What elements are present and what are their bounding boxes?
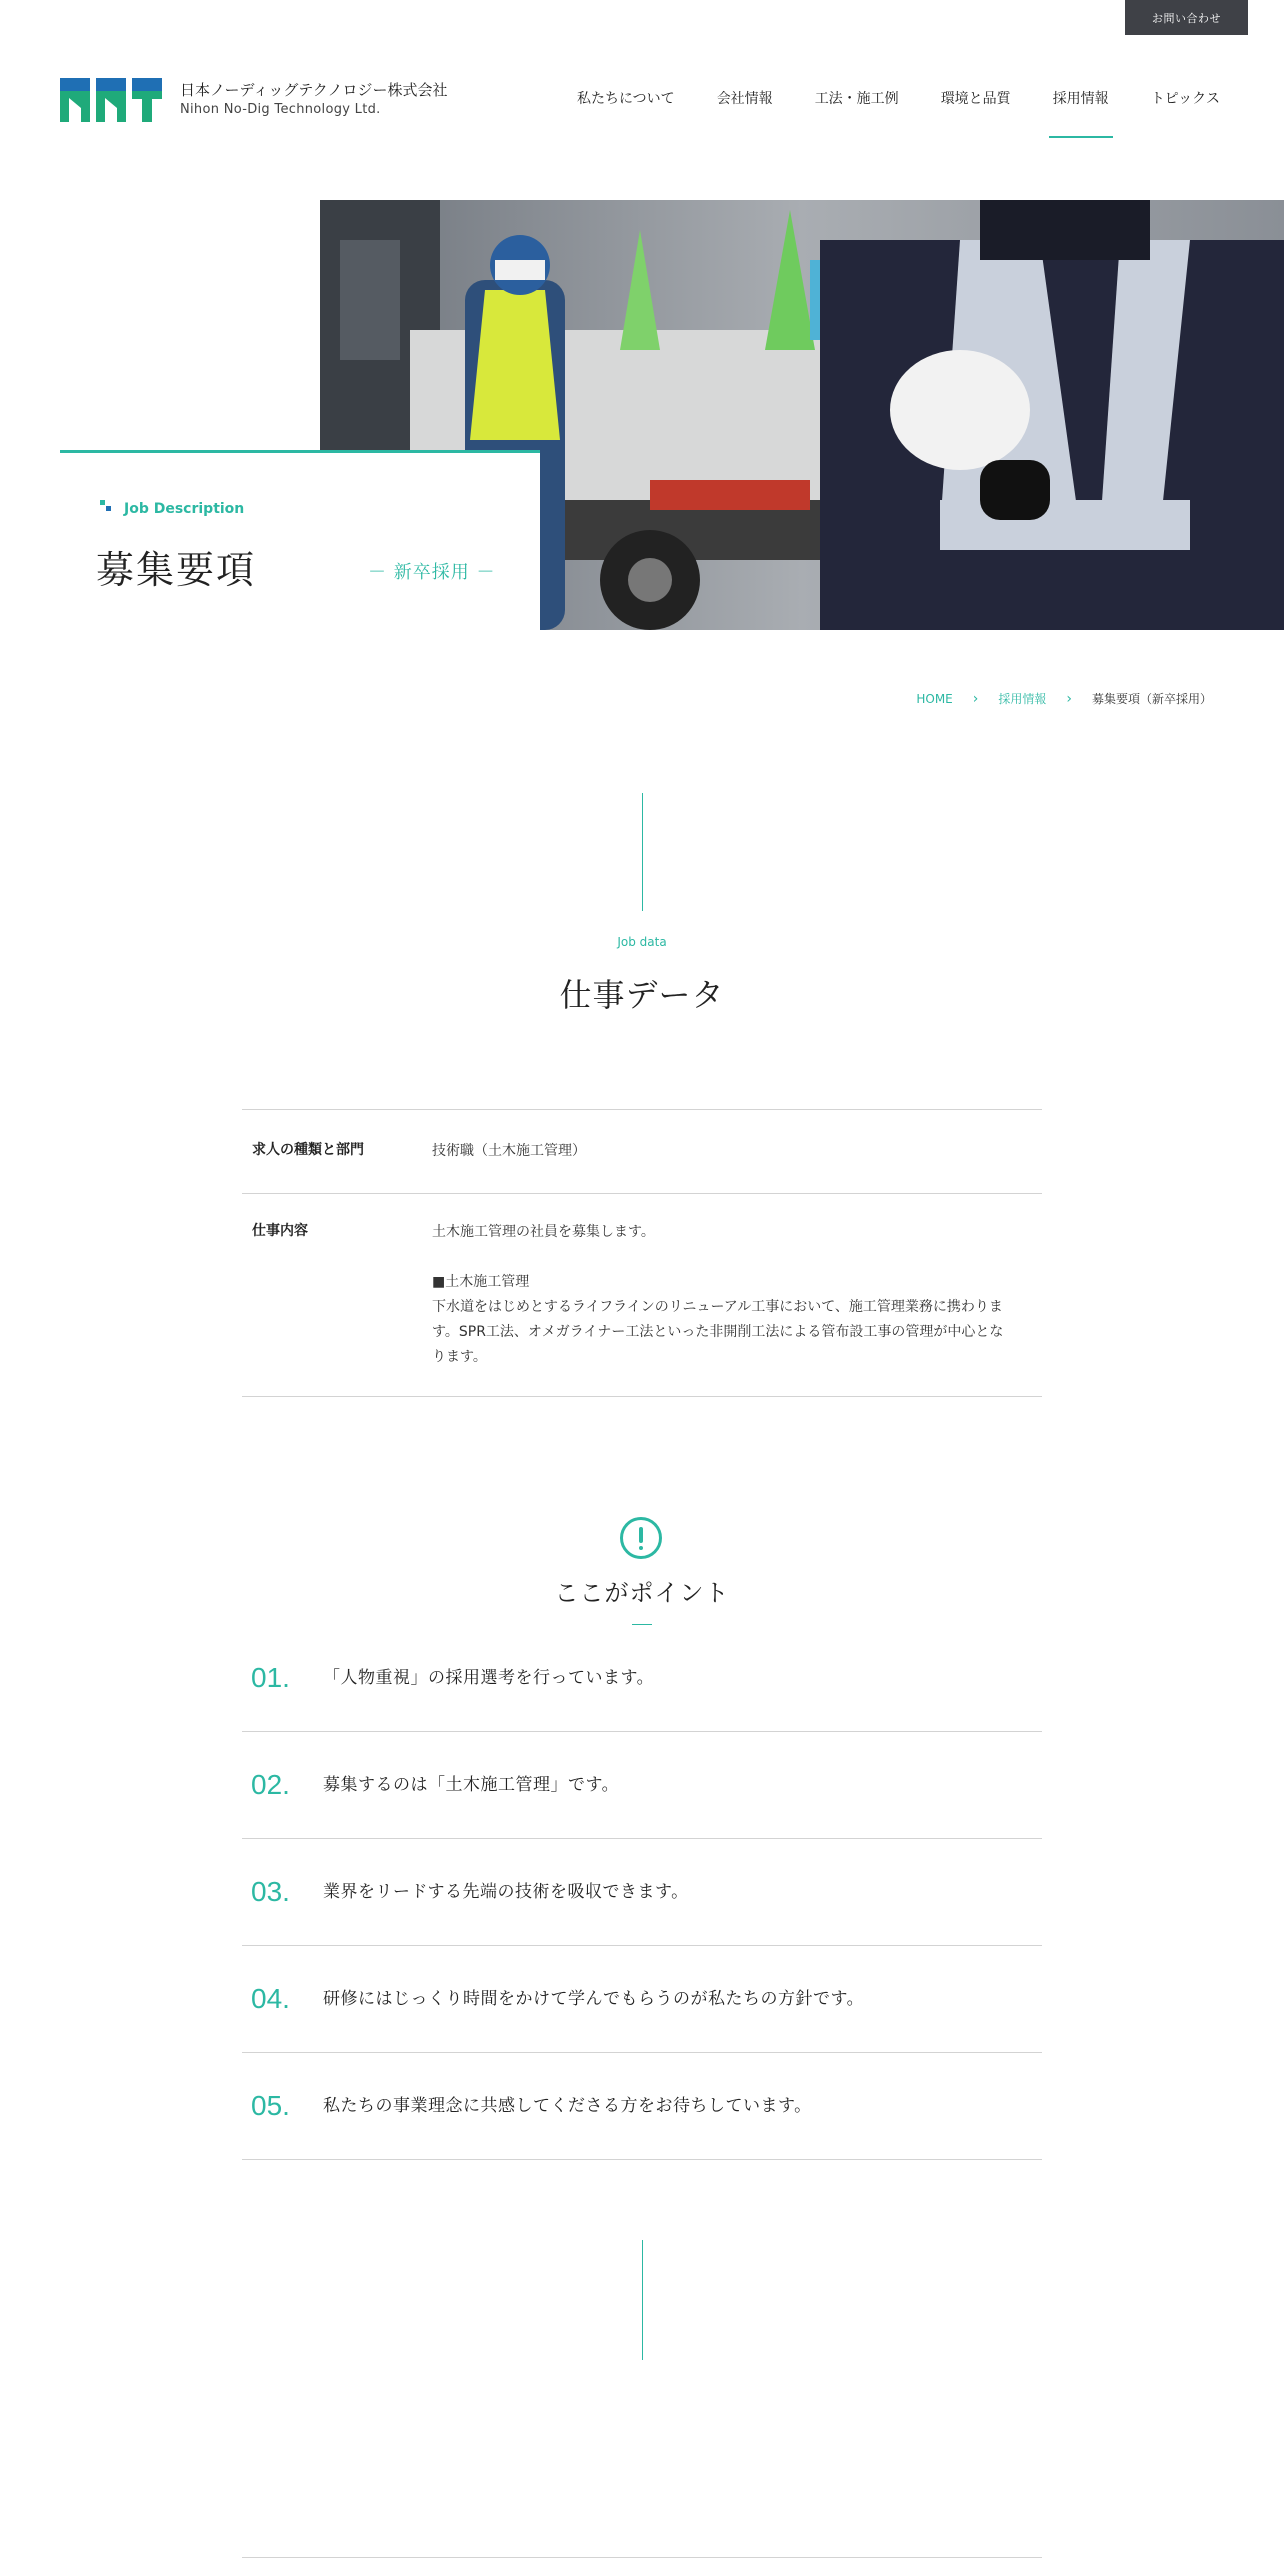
breadcrumb-current: 募集要項（新卒採用） [1091,692,1212,706]
nav-item-topics[interactable]: トピックス [1150,91,1220,107]
points-list [242,1625,1042,2160]
point-number: 05. [251,2090,290,2121]
job-heading: ■土木施工管理 [432,1274,530,1290]
job-intro: 土木施工管理の社員を募集します。 [432,1224,655,1240]
company-name-jp: 日本ノーディッグテクノロジー株式会社 [180,81,448,99]
job-table [242,1109,1042,1397]
bottom-divider [242,2557,1042,2558]
point-text: 業界をリードする先端の技術を吸収できます。 [323,1881,689,1902]
contact-button[interactable]: お問い合わせ [1125,0,1248,35]
nav-item-environment[interactable]: 環境と品質 [940,91,1011,107]
row-label: 仕事内容 [252,1223,308,1239]
breadcrumb-recruit[interactable]: 採用情報 [998,692,1047,706]
row-value [432,1220,1032,1370]
point-text: 募集するのは「土木施工管理」です。 [323,1774,620,1795]
section-divider-line [642,793,643,911]
job-desc-line: ります。 [432,1349,487,1365]
nav-item-about[interactable]: 私たちについて [576,91,675,107]
nav-item-recruit[interactable]: 採用情報 [1053,88,1109,122]
breadcrumb [916,690,1212,707]
row-label: 求人の種類と部門 [252,1142,364,1158]
exclamation-icon [620,1517,662,1559]
section-divider-line [642,2240,643,2360]
company-logo[interactable] [60,78,447,122]
company-name-en: Nihon No-Dig Technology Ltd. [180,102,381,117]
page-title: 募集要項 [96,548,257,592]
list-item [242,1732,1042,1839]
page-subtitle-text: Job Description [124,501,245,517]
point-number: 01. [251,1662,290,1693]
nav-item-company[interactable]: 会社情報 [716,91,773,107]
point-text: 私たちの事業理念に共感してくださる方をお待ちしています。 [323,2095,812,2116]
page-title-box [60,450,540,630]
nav-item-methods[interactable]: 工法・施工例 [814,91,899,107]
job-desc-line: す。SPR工法、オメガライナー工法といった非開削工法による管布設工事の管理が中心とな [432,1324,1004,1340]
row-value: 技術職（土木施工管理） [432,1143,586,1159]
job-desc-line: 下水道をはじめとするライフラインのリニューアル工事において、施工管理業務に携わりま [432,1299,1003,1315]
table-row [242,1110,1042,1194]
chevron-right-icon: › [1066,690,1072,707]
point-number: 02. [251,1769,290,1800]
section-title: 仕事データ [559,976,725,1014]
list-item [242,1625,1042,1732]
list-item [242,1839,1042,1946]
table-row [242,1194,1042,1397]
page-subtitle [100,501,244,517]
page-tag: － 新卒採用 － [368,562,496,583]
nnt-logo-icon [60,78,162,122]
point-text: 研修にはじっくり時間をかけて学んでもらうのが私たちの方針です。 [323,1988,865,2009]
list-item [242,2053,1042,2160]
chevron-right-icon: › [972,690,979,707]
points-title: ここがポイント [554,1579,730,1607]
section-title-en: Job data [617,935,667,949]
squares-icon [100,500,112,512]
breadcrumb-home[interactable]: HOME [916,691,953,706]
list-item [242,1946,1042,2053]
point-text: 「人物重視」の採用選考を行っています。 [323,1667,655,1688]
main-nav [535,88,1220,122]
point-number: 04. [251,1983,290,2014]
point-number: 03. [251,1876,290,1907]
